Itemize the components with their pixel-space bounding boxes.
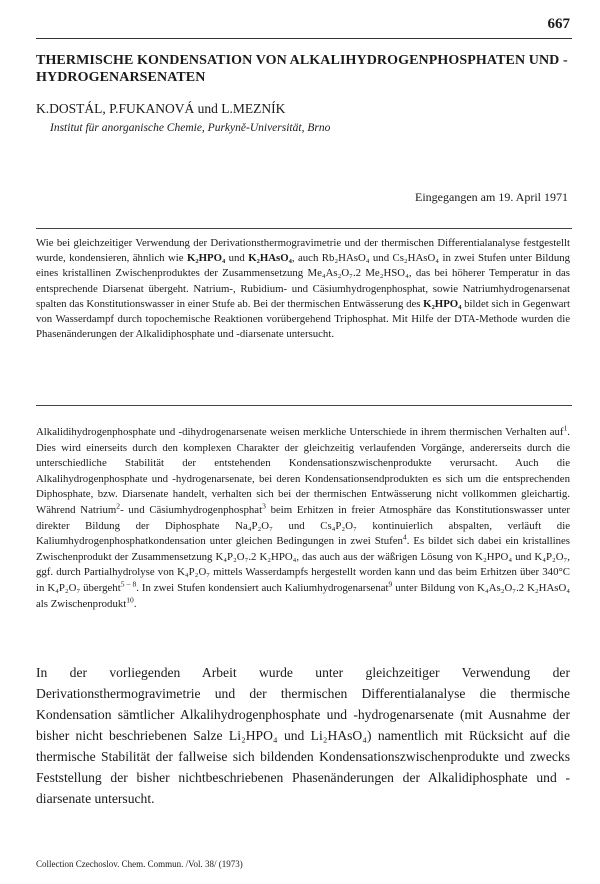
reference-marker: 10 <box>126 594 134 604</box>
article-title: THERMISCHE KONDENSATION VON ALKALIHYDROGENPHOSPHATEN UND -HYDROGENARSENATEN <box>36 53 568 85</box>
body-text: Alkalidihydrogenphosphate und -dihydrogenarsenate weisen merkliche Unterschiede in ihrem thermischen Verhalten auf <box>36 426 564 438</box>
header-rule <box>36 38 572 39</box>
journal-footer: Collection Czechoslov. Chem. Commun. /Vol. 38/ (1973) <box>36 859 243 869</box>
reference-marker: 1 <box>563 423 568 433</box>
body-text: beim Erhitzen in freier Atmosphäre das Konstitutionswasser unter direkter Bildung der Diphosphate Na₄P₂O₇ und Cs₄P₂O₇ kontinuierlich abspalten, verläuft die Kaliumhydrogenphosphatkondensation unter gleichen Bedingungen in zwei Stufen <box>36 503 570 548</box>
formula: K₂HPO₄ <box>423 297 462 310</box>
reference-marker: 5 – 8 <box>120 579 137 589</box>
body-text: . Es bildet sich dabei ein kristallines Zwischenprodukt der Zusammensetzung K₄P₂O₇.2 K₂HPO₄, das auch aus der wäßrigen Lösung von K₂HPO₄ und K₄P₂O₇, ggf. durch Partialhydrolyse von K₄P₂O₇ mittels Wasserdampfs hergestellt worden kann und das beim Erhitzen über 340°C in K₄P₂O₇ übergeht <box>36 535 570 594</box>
reference-marker: 3 <box>262 501 266 511</box>
author-line: K.DOSTÁL, P.FUKANOVÁ und L.MEZNÍK <box>36 101 286 116</box>
abstract <box>36 236 570 342</box>
body-text: unter Bildung von K₄As₂O₇.2 K₂HAsO₄ als Zwischenprodukt <box>36 581 571 610</box>
affiliation: Institut für anorganische Chemie, Purkyně-Universität, Brno <box>50 122 331 134</box>
page-number: 667 <box>547 16 570 32</box>
body-text: . In zwei Stufen kondensiert auch Kaliumhydrogenarsenat <box>136 581 389 594</box>
abstract-text: , auch Rb₂HAsO₄ und Cs₂HAsO₄ in zwei Stufen unter Bildung eines kristallinen Zwischenproduktes der Zusammensetzung Me₄As₂O₇.2 Me₂HSO₄, das bei höherer Temperatur in das entsprechende Diarsenat übergeht. Natrium-, Rubidium- und Cäsiumhydrogenphosphat, sowie Natriumhydrogenarsenat spalten das Konstitutionswasser in einer Stufe ab. Bei der thermischen Entwässerung des <box>36 252 571 310</box>
introduction-paragraph <box>36 425 570 612</box>
received-date: Eingegangen am 19. April 1971 <box>415 190 568 204</box>
body-text: - und Cäsiumhydrogenphosphat <box>120 503 263 516</box>
abstract-bottom-rule <box>36 405 572 406</box>
body-text: . Dies wird einerseits durch den komplexen Charakter der gleichzeitig verlaufenden Vorgänge, andererseits durch die unterschiedliche Stabilität der entstehenden Kondensationszwischenprodukte verursacht. Auch die Alkalihydrogenphosphate und -hydrogenarsenate, bei deren Kondensationsendprodukten es sich um die entsprechenden Diphosphate, bzw. Diarsenate handelt, verhalten sich bei der thermischen Entwässerung nicht vollkommen gleichartig. Während Natrium <box>36 426 570 516</box>
formula: K₂HPO₄ <box>186 252 226 265</box>
abstract-text: Wie bei gleichzeitiger Verwendung der Derivationsthermogravimetrie und der thermischen Differentialanalyse festgestellt wurde, kondensieren, ähnlich wie <box>36 237 570 265</box>
abstract-top-rule <box>36 228 572 229</box>
reference-marker: 9 <box>388 579 393 589</box>
reference-marker: 2 <box>116 501 121 511</box>
body-text: . <box>133 597 137 610</box>
reference-marker: 4 <box>402 532 407 542</box>
formula: K₂HAsO₄ <box>248 252 292 265</box>
abstract-text: bildet sich in Gegenwart von Wasserdampf durch topochemische Reaktionen vorübergehend Triphosphat. Mit Hilfe der DTA-Methode wurden die Phasenänderungen der Alkalidiphosphate und -diarsenate untersucht. <box>36 297 570 341</box>
main-paragraph: In der vorliegenden Arbeit wurde unter gleichzeitiger Verwendung der Derivationsthermogravimetrie und der thermischen Differentialanalyse die thermische Kondensation sämtlicher Alkalihydrogenphosphate und -hydrogenarsenate (mit Ausnahme der bisher nicht beschriebenen Salze Li₂HPO₄ und Li₂HAsO₄) namentlich mit Rücksicht auf die thermische Stabilität der fallweise sich bildenden Kondensationszwischenprodukte und zwecks Feststellung der bisher nichtbeschriebenen Phasenänderungen der Alkalidiphosphate und -diarsenate untersucht. <box>36 665 570 806</box>
abstract-text: und <box>225 252 249 265</box>
